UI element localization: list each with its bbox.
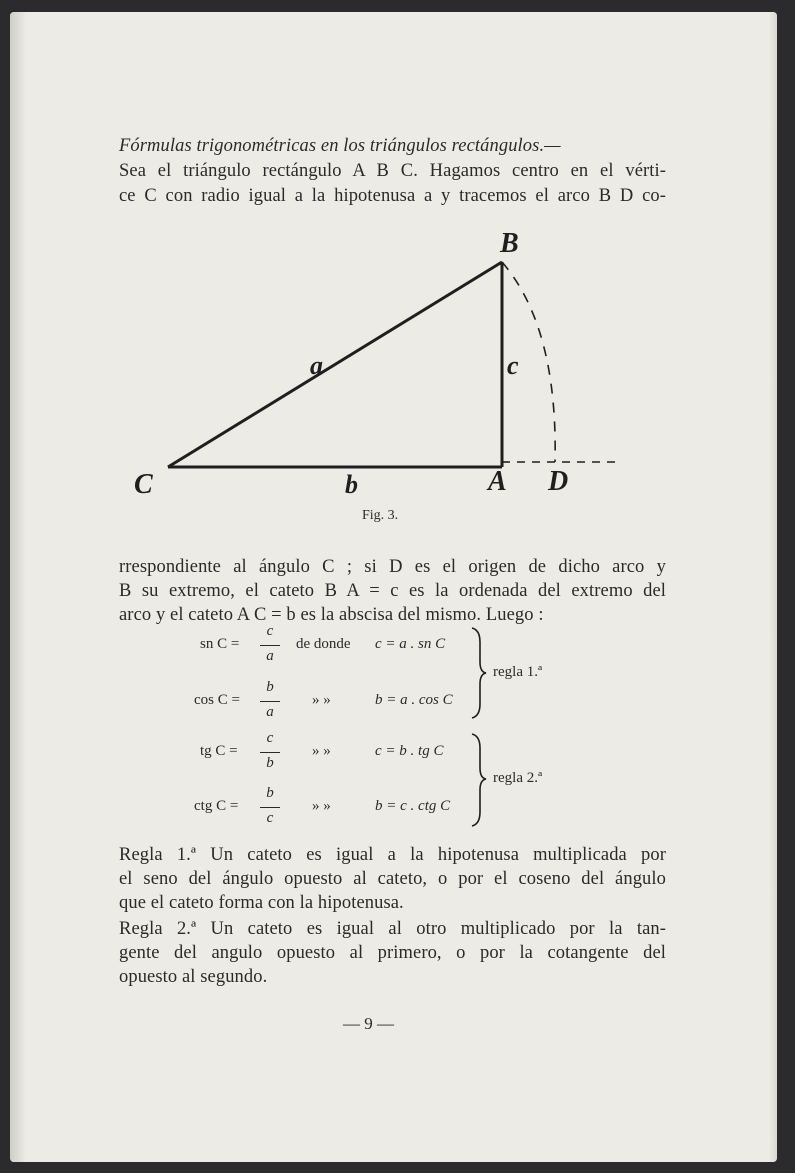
paragraph-line: ce C con radio igual a la hipotenusa a y tracemos el arco B D co- [119,186,666,206]
rule1-line: el seno del ángulo opuesto al cateto, o por el coseno del ángulo [119,869,666,889]
formula-lhs: ctg C = [194,798,239,814]
formula-numerator: c [266,623,274,639]
label-vertex-b: B [500,228,519,259]
rule2-line: gente del angulo opuesto al primero, o por la cotangente del [119,943,666,963]
formula-connector: » » [312,743,331,759]
paragraph-line: B su extremo, el cateto B A = c es la ordenada del extremo del [119,581,666,601]
formula-denominator: b [266,755,274,771]
formula-lhs: sn C = [200,636,240,652]
formula-rhs: c = a . sn C [375,636,446,652]
formula-denominator: c [266,810,274,826]
label-side-b: b [345,470,358,499]
formula-numerator: c [266,730,274,746]
right-brace-rule1 [472,628,486,718]
formula-rhs: b = a . cos C [375,692,453,708]
book-page [10,12,777,1162]
label-vertex-c: C [134,469,153,500]
formula-numerator: b [266,785,274,801]
formula-connector: » » [312,798,331,814]
rule2-line: opuesto al segundo. [119,967,268,987]
label-vertex-a: A [488,466,507,497]
formula-denominator: a [266,648,274,664]
rule2-label: regla 2.ª [493,770,543,786]
formula-numerator: b [266,679,274,695]
rule2-line: Regla 2.ª Un cateto es igual al otro multiplicado por la tan- [119,919,666,939]
formula-lhs: cos C = [194,692,240,708]
label-side-a: a [310,351,323,380]
formula-denominator: a [266,704,274,720]
formula-connector: » » [312,692,331,708]
rule1-label: regla 1.ª [493,664,543,680]
section-heading: Fórmulas trigonométricas en los triángulos rectángulos.— [119,136,561,156]
paragraph-line: Sea el triángulo rectángulo A B C. Hagamos centro en el vérti- [119,161,666,181]
formula-braces [10,12,777,1162]
rule1-line: Regla 1.ª Un cateto es igual a la hipotenusa multiplicada por [119,845,666,865]
formula-connector: de donde [296,636,351,652]
page-number: — 9 — [343,1014,394,1033]
formula-rhs: b = c . ctg C [375,798,451,814]
formula-block [10,12,777,1162]
right-brace-rule2 [472,734,486,826]
rule1-line: que el cateto forma con la hipotenusa. [119,893,404,913]
label-point-d: D [548,466,569,497]
figure-caption: Fig. 3. [362,508,399,523]
paragraph-line: arco y el cateto A C = b es la abscisa del mismo. Luego : [119,605,544,625]
label-side-c: c [507,351,519,380]
formula-rhs: c = b . tg C [375,743,444,759]
formula-lhs: tg C = [200,743,238,759]
paragraph-line: rrespondiente al ángulo C ; si D es el origen de dicho arco y [119,557,666,577]
